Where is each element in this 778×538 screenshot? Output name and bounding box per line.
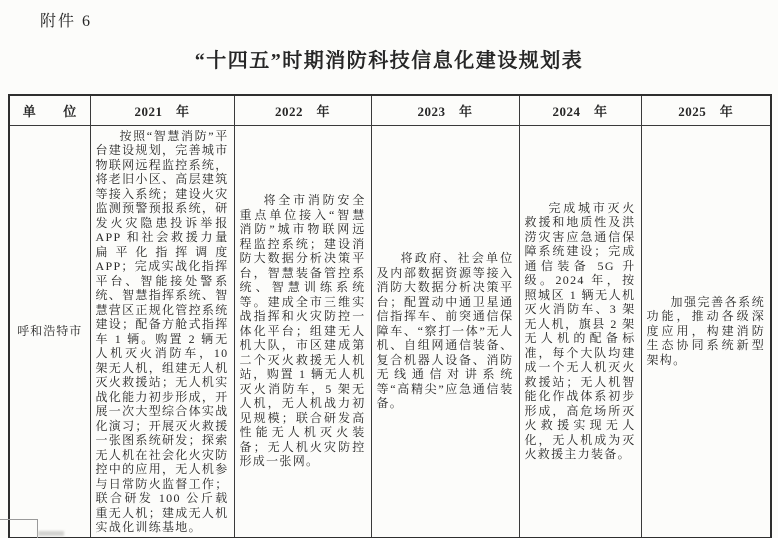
planning-table bbox=[8, 94, 772, 538]
cell-year-2025-text: 加强完善各系统功能，推动各级深度应用，构建消防生态协同系统新型架构。 bbox=[646, 294, 765, 367]
cell-year-2022-text: 将全市消防安全重点单位接入“智慧消防”城市物联网远程监控系统；建设消防大数据分析决策平台，智慧装备管控系统、智慧训练系统等。建成全市三维实战指挥和火灾防控一体化平台；组建无人机大队，市区建成第二个灭火救援无人机站，购置 1 辆无人机灭火消防车，5 架无人机，无人机战力初见规模；联合研发高性能无人机灭火装备；无人机火灾防控形成一张网。 bbox=[239, 193, 366, 469]
column-header-2022: 2022 年 bbox=[234, 95, 371, 125]
column-header-2021: 2021 年 bbox=[90, 95, 234, 125]
table-header-row bbox=[9, 95, 771, 125]
cell-year-2023 bbox=[371, 125, 519, 538]
cell-year-2021 bbox=[90, 125, 234, 538]
unit-name-cell bbox=[9, 125, 90, 538]
cell-year-2021-text: 按照“智慧消防”平台建设规划，完善城市物联网远程监控系统，将老旧小区、高层建筑等接入系统；建设火灾监测预警预报系统，研发火灾隐患投诉举报 APP 和社会救援力量扁平化指挥调度 APP；完成实战化指挥平台、智能接处警系统、智慧指挥系统、智慧营区正规化管控系统建设；配备方舱式指挥车 1 辆。购置 2 辆无人机灭火消防车，10 架无人机，组建无人机灭火救援站；无人机实战化能力初步形成，开展一次大型综合体实战化演习；开展灭火救援一张图系统研发；探索无人机在社会化火灾防控中的应用，无人机参与日常防火监督工作；联合研发 100 公斤载重无人机；建成无人机实战化训练基地。 bbox=[95, 128, 229, 534]
table-row-hohhot bbox=[9, 125, 771, 538]
column-header-2025: 2025 年 bbox=[641, 95, 771, 125]
cell-year-2024-text: 完成城市灭火救援和地质性及洪涝灾害应急通信保障系统建设；完成通信装备 5G 升级。2024 年，按照城区 1 辆无人机灭火消防车、3 架无人机，旗县 2 架无人机的配备标准，每个大队均建成一个无人机灭火救援站；无人机智能化作战体系初步形成，高危场所灭火救援实现无人化，无人机成为灭火救援主力装备。 bbox=[524, 200, 636, 461]
scan-artifact-box bbox=[0, 519, 38, 538]
attachment-label: 附件 6 bbox=[40, 13, 93, 30]
unit-name: 呼和浩特市 bbox=[17, 323, 83, 338]
scan-artifact-smudge bbox=[38, 531, 64, 536]
column-header-2024: 2024 年 bbox=[519, 95, 641, 125]
cell-year-2023-text: 将政府、社会单位及内部数据资源等接入消防大数据分析决策平台；配置动中通卫星通信指挥车、前突通信保障车、“察打一体”无人机、自组网通信装备、复合机器人设备、消防无线通信对讲系统等“高精尖”应急通信装备。 bbox=[376, 251, 514, 411]
cell-year-2025 bbox=[641, 125, 771, 538]
column-header-unit: 单 位 bbox=[9, 95, 90, 125]
cell-year-2024 bbox=[519, 125, 641, 538]
page-title: “十四五”时期消防科技信息化建设规划表 bbox=[194, 50, 584, 72]
column-header-2023: 2023 年 bbox=[371, 95, 519, 125]
cell-year-2022 bbox=[234, 125, 371, 538]
